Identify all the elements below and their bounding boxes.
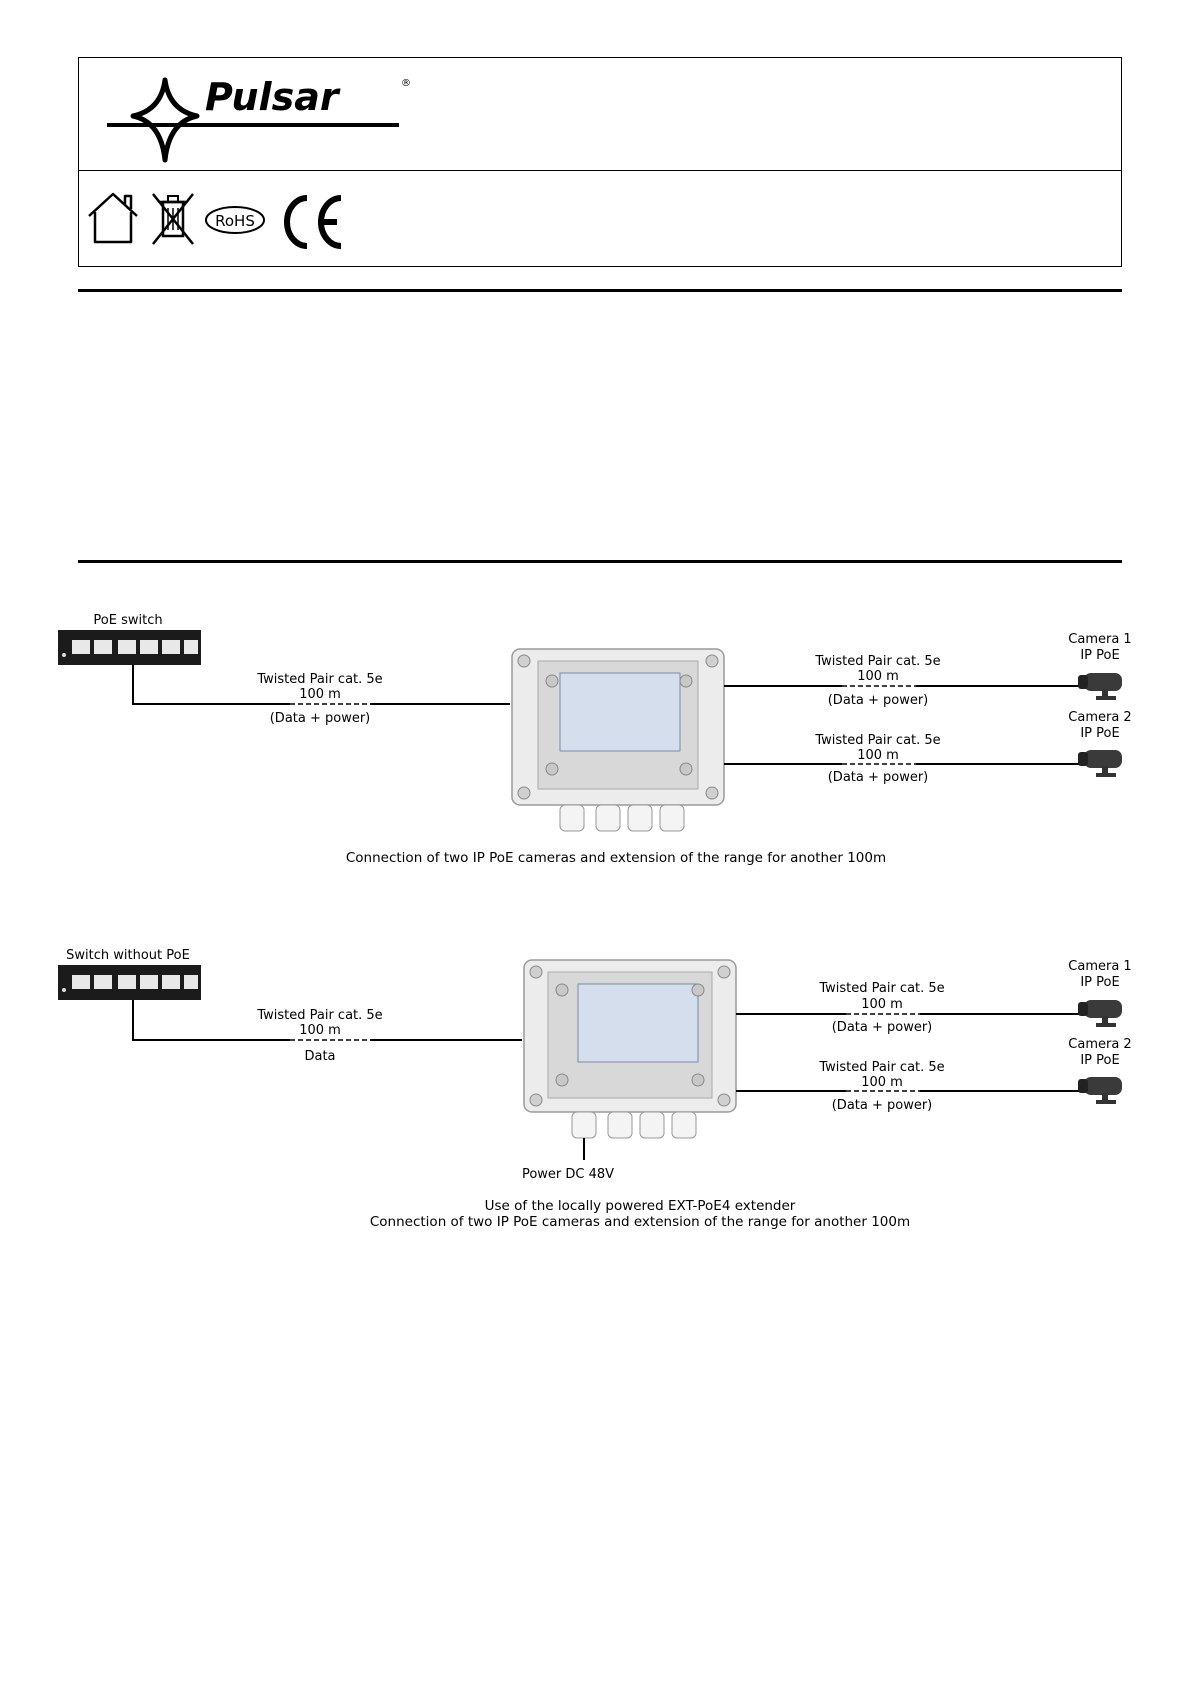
left-cable-type: Twisted Pair cat. 5e	[257, 672, 383, 687]
pulsar-logo-mark	[103, 74, 423, 164]
right-cable-2-length: 100 m	[857, 748, 899, 763]
right-cable-2-type: Twisted Pair cat. 5e	[819, 1060, 945, 1075]
ext-poe4-extender-enclosure	[524, 960, 736, 1138]
brand-name: Pulsar	[205, 75, 339, 119]
top-rule	[78, 289, 1122, 292]
right-cable-2-payload: (Data + power)	[827, 770, 929, 785]
header-box	[78, 57, 1122, 267]
indoor-use-house-icon	[89, 194, 137, 242]
ip-camera-1-icon	[1078, 673, 1122, 700]
left-cable-payload: Data	[304, 1049, 336, 1064]
right-cable-1-length: 100 m	[861, 997, 903, 1012]
switch-label: Switch without PoE	[66, 948, 190, 963]
power-label: Power DC 48V	[521, 1167, 615, 1182]
left-cable-payload: (Data + power)	[269, 711, 371, 726]
right-cable-2-type: Twisted Pair cat. 5e	[815, 733, 941, 748]
ext-poe4-extender-enclosure	[512, 649, 724, 831]
right-cable-1-type: Twisted Pair cat. 5e	[819, 981, 945, 996]
ce-text: CE	[277, 192, 279, 193]
rohs-icon	[206, 207, 264, 233]
right-cable-1-payload: (Data + power)	[831, 1020, 933, 1035]
camera-2-type: IP PoE	[1080, 1053, 1120, 1068]
registered-mark: ®	[401, 78, 411, 89]
camera-1-type: IP PoE	[1080, 648, 1120, 663]
right-cable-2-length: 100 m	[861, 1075, 903, 1090]
right-cable-1-payload: (Data + power)	[827, 693, 929, 708]
switch-label: PoE switch	[93, 613, 163, 628]
left-cable-type: Twisted Pair cat. 5e	[257, 1008, 383, 1023]
diagram-2-caption-line-2: Connection of two IP PoE cameras and extension of the range for another 100m	[369, 1214, 911, 1230]
camera-2-type: IP PoE	[1080, 726, 1120, 741]
ip-camera-1-icon	[1078, 1000, 1122, 1027]
rohs-label: RoHS	[215, 212, 255, 230]
bottom-rule	[78, 560, 1122, 563]
camera-2-name: Camera 2	[1068, 710, 1132, 725]
camera-1-type: IP PoE	[1080, 975, 1120, 990]
diagram-1-caption: Connection of two IP PoE cameras and extension of the range for another 100m	[345, 850, 887, 866]
non-poe-switch-device	[58, 965, 201, 1000]
right-cable-1-length: 100 m	[857, 669, 899, 684]
diagram-2-caption-line-1: Use of the locally powered EXT-PoE4 extender	[484, 1198, 796, 1214]
ip-camera-2-icon	[1078, 1077, 1122, 1104]
camera-1-name: Camera 1	[1068, 632, 1132, 647]
camera-1-name: Camera 1	[1068, 959, 1132, 974]
left-cable-length: 100 m	[299, 1023, 341, 1038]
poe-switch-device	[58, 630, 201, 665]
weee-crossed-bin-icon	[153, 194, 193, 244]
right-cable-2-payload: (Data + power)	[831, 1098, 933, 1113]
right-cable-1-type: Twisted Pair cat. 5e	[815, 654, 941, 669]
diagram-switch-without-poe	[0, 940, 1190, 1230]
star-logo-icon	[133, 80, 197, 160]
ip-camera-2-icon	[1078, 750, 1122, 777]
left-cable-length: 100 m	[299, 687, 341, 702]
diagram-poe-switch	[0, 605, 1190, 875]
ce-mark-icon	[277, 191, 341, 246]
camera-2-name: Camera 2	[1068, 1037, 1132, 1052]
certification-icons	[87, 186, 417, 252]
header-divider	[79, 170, 1121, 171]
pulsar-logo	[103, 74, 423, 164]
